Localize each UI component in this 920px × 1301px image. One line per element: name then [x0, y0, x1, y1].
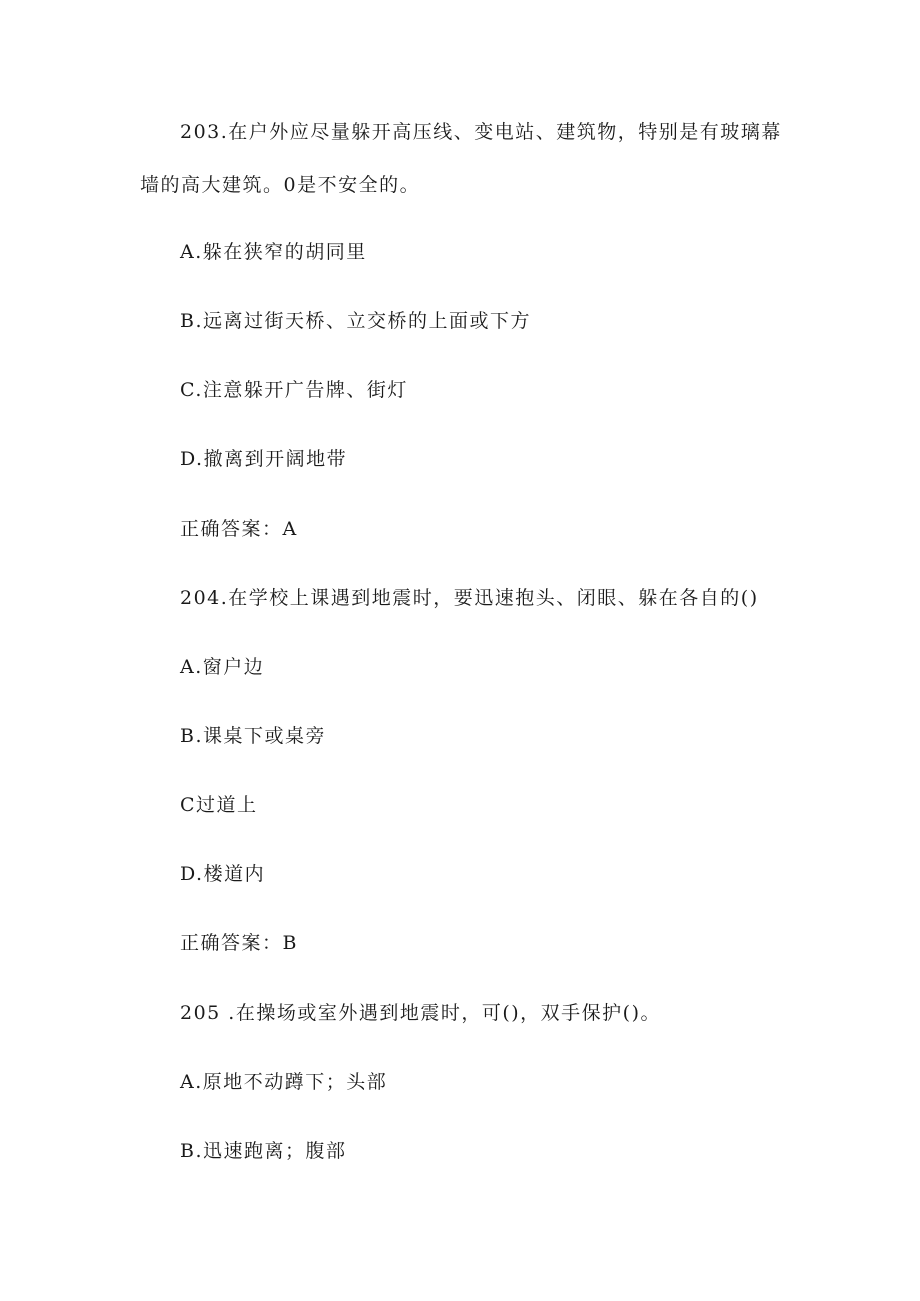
question-204-text: 204.在学校上课遇到地震时，要迅速抱头、闭眼、躲在各自的(): [180, 587, 759, 609]
question-204-option-b: B.课桌下或桌旁: [180, 725, 327, 747]
question-203-option-b: B.远离过街天桥、立交桥的上面或下方: [180, 310, 532, 332]
question-204-option-c: C过道上: [180, 794, 258, 816]
question-204-option-d: D.楼道内: [180, 863, 266, 885]
question-203-answer: 正确答案：A: [180, 518, 298, 540]
question-203-option-c: C.注意躲开广告牌、街灯: [180, 379, 408, 401]
question-204-answer: 正确答案：B: [180, 932, 298, 954]
question-203-option-a: A.躲在狭窄的胡同里: [180, 241, 367, 263]
question-205-text: 205 .在操场或室外遇到地震时，可()，双手保护()。: [180, 1002, 661, 1024]
question-203-option-d: D.撤离到开阔地带: [180, 448, 348, 470]
question-204-option-a: A.窗户边: [180, 656, 265, 678]
question-203-text-line1: 203.在户外应尽量躲开高压线、变电站、建筑物，特别是有玻璃幕: [180, 121, 782, 143]
question-203-text-line2: 墙的高大建筑。0是不安全的。: [140, 174, 421, 196]
question-205-option-b: B.迅速跑离；腹部: [180, 1140, 347, 1162]
question-205-option-a: A.原地不动蹲下；头部: [180, 1071, 388, 1093]
